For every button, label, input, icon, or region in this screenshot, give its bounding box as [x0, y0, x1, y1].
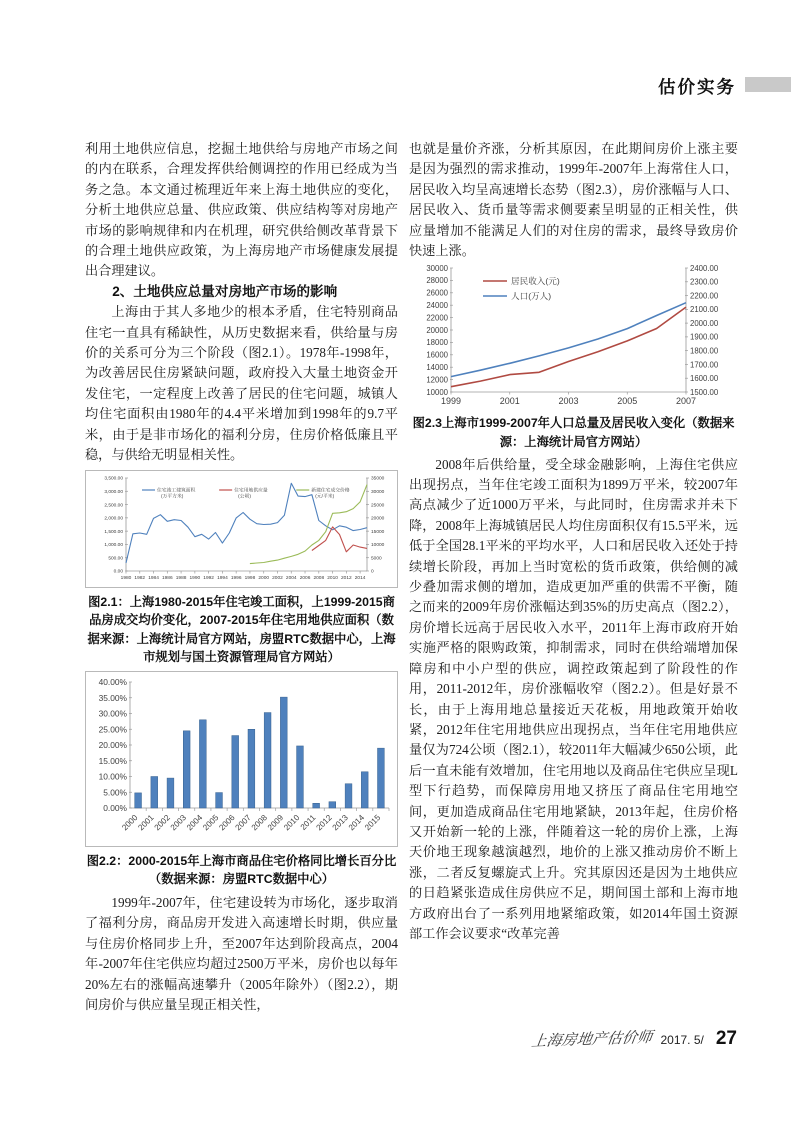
- svg-text:2002: 2002: [152, 812, 172, 833]
- svg-text:1982: 1982: [134, 575, 146, 581]
- svg-text:2100.00: 2100.00: [690, 305, 719, 315]
- svg-text:2011: 2011: [298, 812, 318, 832]
- svg-text:1800.00: 1800.00: [690, 346, 719, 356]
- chart-2-2: [88, 674, 395, 844]
- figure-2-1-caption: 图2.1：上海1980-2015年住宅竣工面积，上1999-2015商品房成交均价变化，2007-2015年住宅用地供应面积（数据来源：上海统计局官方网站，房盟RTC数据中心，上海市规划与国土资源管理局官方网站）: [87, 594, 396, 665]
- svg-text:0: 0: [371, 569, 374, 575]
- svg-text:2006: 2006: [217, 812, 237, 833]
- svg-text:18000: 18000: [426, 338, 448, 348]
- svg-text:28000: 28000: [426, 276, 448, 286]
- svg-text:2002: 2002: [272, 575, 283, 581]
- figure-2-3-caption: 图2.3上海市1999-2007年人口总量及居民收入变化（数据来源：上海统计局官方网站）: [412, 416, 735, 450]
- figure-2-2-caption: 图2.2：2000-2015年上海市商品住宅价格同比增长百分比（数据来源：房盟RTC数据中心）: [86, 853, 397, 887]
- svg-text:2012: 2012: [341, 575, 352, 581]
- svg-text:1500.00: 1500.00: [690, 388, 719, 398]
- svg-text:2300.00: 2300.00: [690, 278, 719, 288]
- svg-text:40.00%: 40.00%: [98, 676, 127, 687]
- svg-text:2007: 2007: [233, 812, 253, 833]
- svg-text:1992: 1992: [203, 575, 214, 581]
- svg-text:1700.00: 1700.00: [690, 360, 719, 370]
- svg-text:2014: 2014: [354, 575, 366, 581]
- svg-text:16000: 16000: [426, 351, 448, 361]
- svg-text:24000: 24000: [426, 301, 448, 311]
- svg-text:2012: 2012: [314, 812, 334, 833]
- svg-text:5.00%: 5.00%: [103, 787, 127, 798]
- svg-text:3,000.00: 3,000.00: [104, 489, 123, 495]
- svg-text:(万平方米): (万平方米): [161, 494, 184, 500]
- svg-text:1988: 1988: [175, 575, 187, 581]
- svg-text:2005: 2005: [617, 396, 638, 407]
- svg-text:2010: 2010: [327, 575, 338, 581]
- svg-text:2009: 2009: [265, 812, 286, 833]
- svg-text:30000: 30000: [371, 489, 385, 495]
- svg-text:14000: 14000: [426, 363, 448, 373]
- svg-text:(公顷): (公顷): [238, 494, 251, 500]
- paragraph-stage3: 2008年后供给量，受全球金融影响，上海住宅供应出现拐点，当年住宅竣工面积为1899万平米，较2007年高点减少了近1000万平米，与此同时，住房需求并未下降，2008年上海城镇居民人均住房面积仅有15.5平米，远低于全国28.1平米的平均水平，人口和居民收入还处于持续增长阶段，再加上当时宽松的货币政策，供给侧的减少叠加需求侧的增加，造成更加严重的供需不平衡，随之而来的2009年房价涨幅达到35%的历史高点（图2.2），房价增长远高于居民收入水平，2011年上海市政府开始实施严格的限购政策，抑制需求，同时在供给端增加保障房和中小户型的供应，调控政策起到了阶段性的作用，2011-2012年，房价涨幅收窄（图2.2）。但是好景不长，由于上海用地总量接近天花板，用地政策开始收紧，2012年住宅用地供应出现拐点，当年住宅用地供应量仅为724公顷（图2.1），较2011年大幅减少650公顷，此后一直未能有效增加，住宅用地以及商品住宅供应呈现L型下行趋势，而保障房用地又挤压了商品住宅用地空间，更加造成商品住宅用地紧缺，2013年起，住房价格又开始新一轮的上涨，伴随着这一轮的房价上涨，上海天价地王现象越演越烈，地价的上涨又推动房价不断上涨，二者反复螺旋式上升。究其原因还是因为土地供应的日趋紧张造成住房供应不足，期间国土部和上海市地方政府出台了一系列用地紧缩政策，如2014年国土资源部工作会议要求“改革完善: [409, 456, 738, 941]
- paragraph-intro: 利用土地供应信息，挖掘土地供给与房地产市场之间的内在联系，合理发挥供给侧调控的作用已经成为当务之急。本文通过梳理近年来上海土地供应的变化，分析土地供应总量、供应政策、供应结构等对房地产市场的影响规律和内在机理，研究供给侧改革背景下的合理土地供应政策，为上海房地产市场健康发展提出合理建议。: [85, 141, 398, 279]
- journal-logo: 上海房地产估价师: [530, 1027, 655, 1051]
- svg-text:人口(万人): 人口(万人): [511, 291, 552, 302]
- page-footer: [532, 1028, 737, 1050]
- svg-text:0.00: 0.00: [113, 569, 123, 575]
- svg-text:20000: 20000: [371, 516, 385, 522]
- svg-text:2400.00: 2400.00: [690, 264, 719, 274]
- svg-text:22000: 22000: [426, 313, 448, 323]
- svg-text:1,000.00: 1,000.00: [104, 542, 123, 548]
- svg-text:1994: 1994: [217, 575, 228, 581]
- page-header: [0, 74, 794, 98]
- svg-text:2008: 2008: [313, 575, 325, 581]
- left-column: [85, 139, 398, 1016]
- svg-text:2001: 2001: [499, 396, 520, 407]
- page-number: 27: [715, 1028, 737, 1049]
- svg-text:20.00%: 20.00%: [98, 739, 127, 750]
- svg-text:(元/平米): (元/平米): [315, 494, 335, 500]
- svg-text:2004: 2004: [185, 812, 205, 833]
- svg-text:15.00%: 15.00%: [98, 755, 127, 766]
- svg-text:1986: 1986: [161, 575, 173, 581]
- svg-text:1998: 1998: [244, 575, 256, 581]
- svg-text:2200.00: 2200.00: [690, 291, 719, 301]
- svg-text:2003: 2003: [168, 812, 189, 833]
- svg-text:30.00%: 30.00%: [98, 708, 127, 719]
- header-decor-bar: [745, 77, 791, 92]
- svg-text:25.00%: 25.00%: [98, 724, 127, 735]
- svg-text:0.00%: 0.00%: [103, 802, 127, 813]
- svg-text:5000: 5000: [371, 555, 382, 561]
- paragraph-demand: 也就是量价齐涨，分析其原因，在此期间房价上涨主要是因为强烈的需求推动，1999年-2007年上海常住人口，居民收入均呈高速增长态势（图2.3），房价涨幅与人口、居民收入、货币量等需求侧要素呈明显的正相关性，供应量增加不能满足人们的对住房的需求，最终导致房价快速上涨。: [409, 141, 738, 259]
- svg-text:1990: 1990: [189, 575, 201, 581]
- svg-text:500.00: 500.00: [108, 555, 123, 561]
- svg-text:居民收入(元): 居民收入(元): [511, 276, 560, 287]
- svg-text:2,500.00: 2,500.00: [104, 502, 123, 508]
- issue-date: 2017. 5/: [660, 1033, 704, 1047]
- svg-text:2,000.00: 2,000.00: [104, 516, 123, 522]
- svg-text:2000: 2000: [120, 812, 140, 833]
- svg-text:2013: 2013: [330, 812, 350, 833]
- svg-text:1984: 1984: [148, 575, 159, 581]
- svg-text:2014: 2014: [346, 812, 367, 833]
- svg-text:2006: 2006: [299, 575, 311, 581]
- paragraph-stage1: 上海由于其人多地少的根本矛盾，住宅特别商品住宅一直具有稀缺性，从历史数据来看，供给量与房价的关系可分为三个阶段（图2.1）。1978年-1998年，为改善居民住房紧缺问题，政府投入大量土地资金开发住宅，一定程度上改善了居民的住宅问题，城镇人均住宅面积由1980年的4.4平米增加到1998年的9.7平米，由于是非市场化的福利分房，住房价格低廉且平稳，与供给无明显相关性。: [85, 304, 398, 463]
- svg-text:新建住宅成交价格: 新建住宅成交价格: [311, 488, 350, 494]
- svg-text:35.00%: 35.00%: [98, 692, 127, 703]
- paragraph-stage2: 1999年-2007年，住宅建设转为市场化，逐步取消了福利分房，商品房开发进入高速增长时期，供应量与住房价格同步上升，至2007年达到阶段高点，2004年-2007年住宅供应均超过2500万平米，房价也以每年20%左右的涨幅高速攀升（2005年除外）（图2.2），期间房价与供应量呈现正相关性，: [85, 895, 398, 1013]
- svg-text:2008: 2008: [249, 812, 270, 833]
- svg-text:15000: 15000: [371, 529, 385, 535]
- svg-text:2001: 2001: [136, 812, 156, 833]
- svg-text:1996: 1996: [230, 575, 242, 581]
- svg-text:35000: 35000: [371, 476, 385, 482]
- svg-text:26000: 26000: [426, 289, 448, 299]
- svg-text:1900.00: 1900.00: [690, 333, 719, 343]
- svg-text:2004: 2004: [285, 575, 297, 581]
- svg-text:2005: 2005: [201, 812, 221, 833]
- svg-text:10000: 10000: [426, 388, 448, 398]
- page-header-title: 估价实务: [658, 77, 736, 97]
- svg-text:25000: 25000: [371, 502, 385, 508]
- figure-2-2-box: [85, 671, 398, 847]
- svg-text:10000: 10000: [371, 542, 385, 548]
- svg-text:1600.00: 1600.00: [690, 374, 719, 384]
- svg-text:1980: 1980: [120, 575, 132, 581]
- svg-text:2000.00: 2000.00: [690, 319, 719, 329]
- svg-text:30000: 30000: [426, 264, 448, 274]
- svg-text:2003: 2003: [558, 396, 579, 407]
- figure-2-1-box: [85, 470, 398, 588]
- svg-text:2010: 2010: [282, 812, 302, 833]
- svg-text:20000: 20000: [426, 326, 448, 336]
- svg-text:3,500.00: 3,500.00: [104, 476, 123, 482]
- svg-text:1999: 1999: [440, 396, 462, 407]
- svg-text:2007: 2007: [675, 396, 697, 407]
- svg-text:1,500.00: 1,500.00: [104, 529, 123, 535]
- chart-2-1: [88, 473, 395, 585]
- svg-text:2015: 2015: [363, 812, 383, 833]
- svg-text:10.00%: 10.00%: [98, 771, 127, 782]
- svg-text:住宅竣工建筑面积: 住宅竣工建筑面积: [157, 488, 196, 494]
- svg-text:住宅用地供应量: 住宅用地供应量: [234, 488, 268, 494]
- chart-2-3: [409, 263, 738, 409]
- svg-text:2000: 2000: [258, 575, 270, 581]
- svg-text:12000: 12000: [426, 375, 448, 385]
- right-column: [409, 139, 738, 944]
- section-heading: 2、土地供应总量对房地产市场的影响: [112, 283, 338, 299]
